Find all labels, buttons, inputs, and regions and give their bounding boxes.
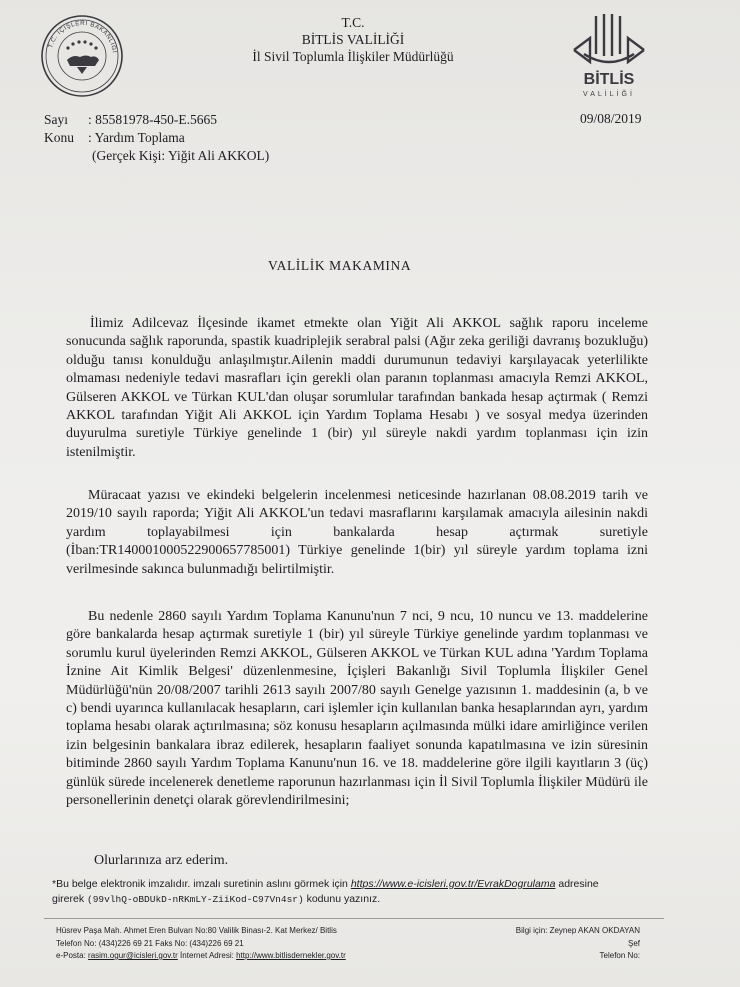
note-suffix: kodunu yazınız. bbox=[306, 893, 381, 905]
footer-address: Hüsrev Paşa Mah. Ahmet Eren Bulvarı No:80 Valilik Binası-2. Kat Merkez/ Bitlis bbox=[56, 926, 337, 935]
footer-email-web bbox=[56, 950, 346, 963]
sayi-value: : 85581978-450-E.5665 bbox=[88, 112, 217, 127]
footer-contact bbox=[56, 925, 346, 963]
addressee: VALİLİK MAKAMINA bbox=[268, 258, 412, 273]
seal-text: T.C. İÇİŞLERİ BAKANLIĞI bbox=[47, 19, 118, 54]
header-directorate: İl Sivil Toplumla İlişkiler Müdürlüğü bbox=[252, 49, 454, 64]
ministry-seal-icon bbox=[40, 14, 124, 98]
konu-person: (Gerçek Kişi: Yiğit Ali AKKOL) bbox=[92, 148, 270, 163]
paragraph-2: Müracaat yazısı ve ekindeki belgelerin incelenmesi neticesinde hazırlanan 08.08.2019 tarih ve 2019/10 sayılı raporda; Yiğit Ali AKKOL'un tedavi masraflarını karşılamak amacıyla ailesinin nakdi yardım toplayabilmesi için bankalarda hesap açtırmak suretiyle (İban:TR140001000522900657785001) Türkiye genelinde 1(bir) yıl süreyle yardım toplama izni verilmesinde sakınca bulunmadığı belirtilmiştir. bbox=[66, 488, 648, 577]
note-prefix: *Bu belge elektronik imzalıdır. imzalı suretinin aslını görmek için bbox=[52, 878, 348, 890]
footer-phone: Telefon No: (434)226 69 21 Faks No: (434)226 69 21 bbox=[56, 938, 244, 948]
header-governorship: BİTLİS VALİLİĞİ bbox=[301, 32, 405, 47]
footer-email-label: e-Posta: bbox=[56, 951, 86, 960]
note-mid: adresine bbox=[558, 878, 599, 890]
logo-name: BİTLİS bbox=[583, 71, 635, 88]
footer-web[interactable]: http://www.bitlisdernekler.gov.tr bbox=[236, 951, 346, 960]
footer-info bbox=[490, 925, 640, 963]
footer-email[interactable]: rasim.ogur@icisleri.gov.tr bbox=[88, 951, 178, 960]
paragraph-3: Bu nedenle 2860 sayılı Yardım Toplama Kanunu'nun 7 nci, 9 ncu, 10 nuncu ve 13. maddelerine göre bankalarda hesap açtırmak suretiyle 1 (bir) yıl süreyle Türkiye genelinde yardım toplanması ve sorumlu kurul üyelerinden Remzi AKKOL, Gülseren AKKOL ve Türkan KUL adına 'Yardım Toplama İznine Ait Kimlik Belgesi' düzenlenmesine, İçişleri Bakanlığı Sivil Toplumla İlişkiler Genel Müdürlüğü'nün 20/08/2007 tarihli 2613 sayılı 2007/80 sayılı Genelge yazısının 1. maddesinin (a, b ve c) bendi uyarınca kullanılacak hesapların, cari işlemler için kullanılan banka hesaplarından ayrı, yardım toplama hesabı olarak açtırılmasına; söz konusu hesapların açılmasında mülki idare amirliğince verilen izin belgesinin bankalara ibraz edilerek, hesapların faaliyet sonunda kapatılmasına ve izin süresinin bitiminde 2860 sayılı Yardım Toplama Kanunu'nun 16. ve 18. maddelerine göre ilgili kayıtların 3 (üç) günlük sürede incelenerek denetleme raporunun hazırlanması için İl Sivil Toplumla İlişkiler Müdürü ile personellerinin denetçi olarak görevlendirilmesini; bbox=[66, 609, 648, 809]
letterhead bbox=[200, 14, 506, 65]
footer-web-label: İnternet Adresi: bbox=[180, 951, 234, 960]
header-tc: T.C. bbox=[341, 15, 365, 30]
footer-info-contact: Bilgi için: Zeynep AKAN OKDAYAN bbox=[515, 926, 640, 935]
konu-label: Konu bbox=[44, 130, 74, 145]
verification-code: (99vlhQ-oBDUkD-nRKmLY-ZiiKod-C97Vn4sr) bbox=[87, 894, 304, 905]
konu-value: : Yardım Toplama bbox=[88, 130, 185, 145]
closing-line: Olurlarınıza arz ederim. bbox=[94, 853, 229, 868]
sayi-label: Sayı bbox=[44, 112, 69, 127]
paragraph-1: İlimiz Adilcevaz İlçesinde ikamet etmekte olan Yiğit Ali AKKOL sağlık raporu inceleme sonucunda sağlık raporunda, spastik kuadriplejik serabral palsi (Ağır zeka geriliği davranış bozukluğu) olduğu tanısı konulduğu anlaşılmıştır.Ailenin maddi durumunun tedaviyi karşılayacak yeterlilikte olmaması nedeniyle tedavi masrafları için gerekli olan paranın toplanması amacıyla Remzi AKKOL, Gülseren AKKOL ve Türkan KUL'dan oluşar sorumlular tarafından bankada hesap açtırmak ( Remzi AKKOL tarafından Yiğit Ali AKKOL için Yardım Toplama Hesabı ) ve sosyal medya üzerinden duyurulma suretiyle Türkiye genelinde 1 (bir) yıl süreyle nakdi yardım toplanması için izin istenilmiştir. bbox=[66, 316, 648, 460]
verification-link[interactable]: https://www.e-icisleri.gov.tr/EvrakDogrulama bbox=[350, 878, 556, 890]
bitlis-logo-icon bbox=[566, 10, 652, 102]
e-signature-note bbox=[52, 877, 652, 907]
footer-info-title: Şef bbox=[627, 938, 640, 948]
document-date: 09/08/2019 bbox=[580, 111, 642, 126]
logo-subtitle: VALİLİĞİ bbox=[583, 91, 635, 98]
note-girerek: girerek bbox=[52, 893, 85, 905]
footer-info-phone: Telefon No: bbox=[599, 951, 640, 960]
footer-divider bbox=[44, 918, 664, 919]
